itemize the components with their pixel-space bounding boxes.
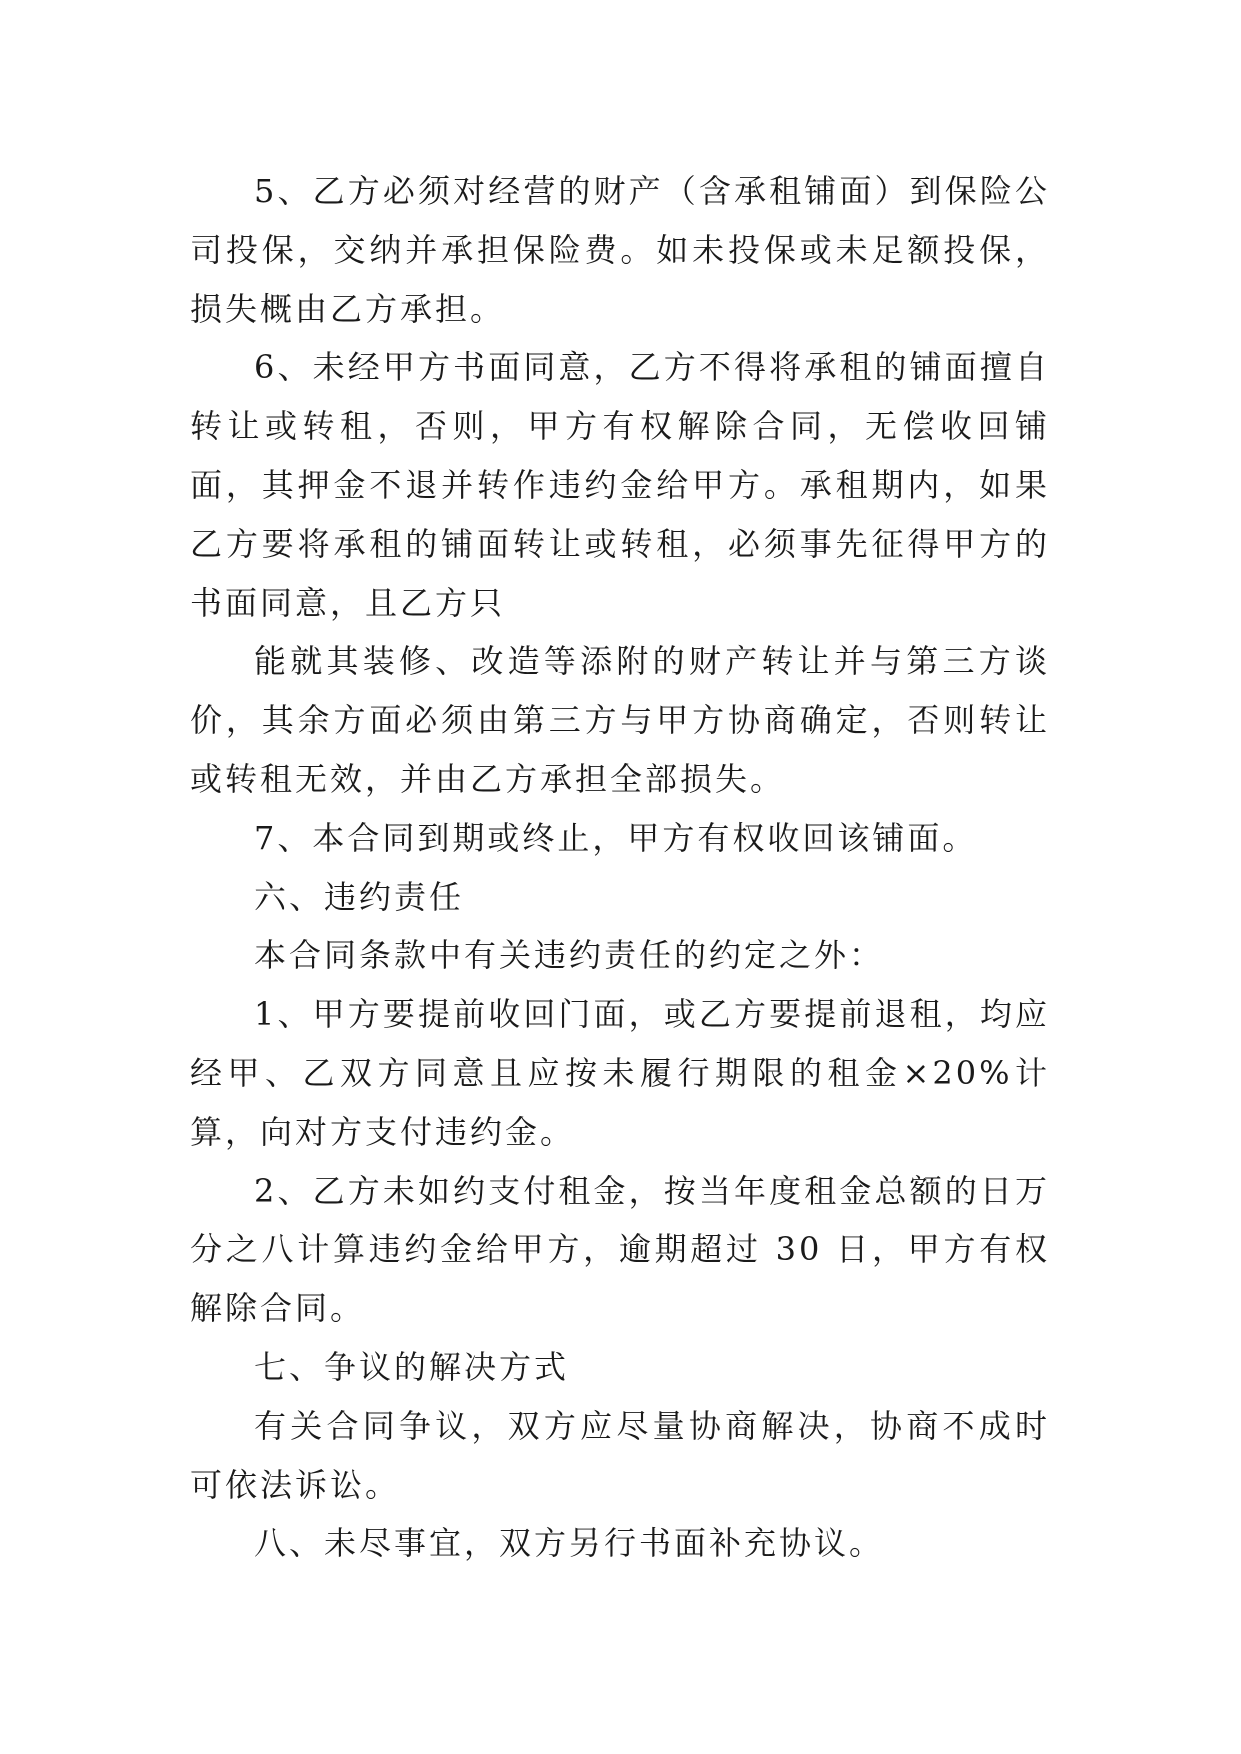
clause-7-expiry: 7、本合同到期或终止，甲方有权收回该铺面。 bbox=[254, 818, 978, 857]
section-7-heading: 七、争议的解决方式 bbox=[254, 1347, 570, 1386]
clause-6-sublease: 6、未经甲方书面同意，乙方不得将承租的铺面擅自转让或转租，否则，甲方有权解除合同，无偿收回铺面，其押金不退并转作违约金给甲方。承租期内，如果乙方要将承租的铺面转让或转租，必须事先征得甲方的书面同意，且乙方只 bbox=[190, 348, 1050, 622]
section-6-heading: 六、违约责任 bbox=[254, 877, 465, 916]
clause-5-insurance: 5、乙方必须对经营的财产（含承租铺面）到保险公司投保，交纳并承担保险费。如未投保或未足额投保，损失概由乙方承担。 bbox=[190, 172, 1050, 328]
dispute-resolution-text: 有关合同争议，双方应尽量协商解决，协商不成时可依法诉讼。 bbox=[190, 1406, 1050, 1504]
section-8-text: 八、未尽事宜，双方另行书面补充协议。 bbox=[254, 1524, 885, 1563]
contract-body bbox=[190, 162, 1050, 1573]
clause-6-sublease-continued: 能就其装修、改造等添附的财产转让并与第三方谈价，其余方面必须由第三方与甲方协商确定，否则转让或转租无效，并由乙方承担全部损失。 bbox=[190, 642, 1050, 798]
section-6-intro: 本合同条款中有关违约责任的约定之外： bbox=[254, 936, 885, 975]
breach-item-2: 2、乙方未如约支付租金，按当年度租金总额的日万分之八计算违约金给甲方，逾期超过 30 日，甲方有权解除合同。 bbox=[190, 1171, 1050, 1328]
breach-item-1: 1、甲方要提前收回门面，或乙方要提前退租，均应经甲、乙双方同意且应按未履行期限的租金×20%计算，向对方支付违约金。 bbox=[190, 995, 1050, 1151]
